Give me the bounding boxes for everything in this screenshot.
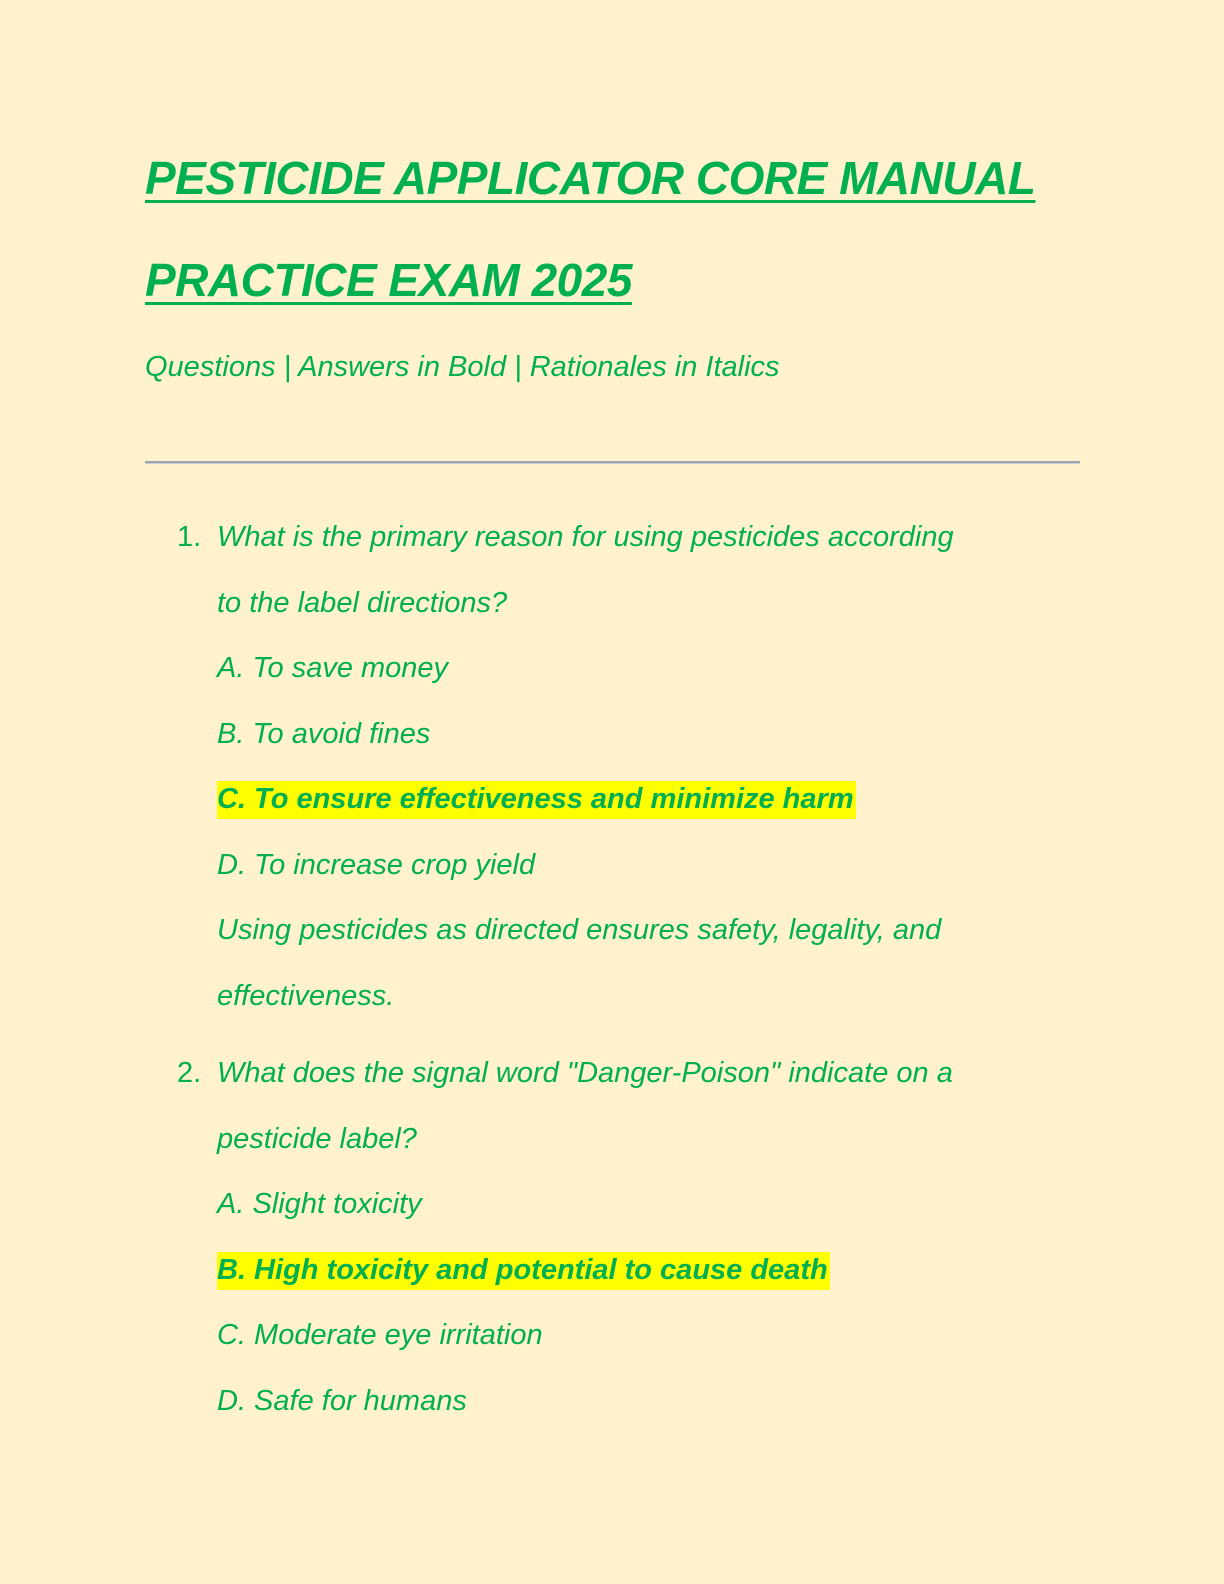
- correct-answer-highlight: C. To ensure effectiveness and minimize harm: [217, 781, 856, 819]
- document-subtitle: Questions | Answers in Bold | Rationales in Italics: [145, 351, 780, 383]
- answer-option-b: B. To avoid fines: [217, 717, 431, 750]
- answer-option-d: D. To increase crop yield: [217, 848, 536, 881]
- document-title-line-2: PRACTICE EXAM 2025: [145, 254, 632, 306]
- answer-option-a: A. Slight toxicity: [217, 1188, 422, 1220]
- question-2: [145, 1041, 1080, 1434]
- document-title-line-1: PESTICIDE APPLICATOR CORE MANUAL: [145, 152, 1036, 204]
- rationale-text-line: Using pesticides as directed ensures safety, legality, and: [217, 914, 942, 946]
- horizontal-divider: [145, 461, 1080, 463]
- question-text-line: What is the primary reason for using pesticides according: [217, 521, 954, 553]
- answer-option-c-correct: [217, 767, 1080, 833]
- answer-option-a: A. To save money: [217, 652, 449, 684]
- answer-option-b-correct: [217, 1238, 1080, 1304]
- question-text-line: What does the signal word "Danger-Poison" indicate on a: [217, 1057, 953, 1089]
- question-text-line: pesticide label?: [217, 1122, 417, 1155]
- question-list: [145, 505, 1080, 1434]
- question-number: 1.: [177, 521, 202, 553]
- correct-answer-highlight: B. High toxicity and potential to cause death: [217, 1252, 830, 1290]
- rationale-text-line: effectiveness.: [217, 979, 395, 1012]
- question-number: 2.: [177, 1057, 202, 1089]
- question-1: [145, 505, 1080, 1029]
- question-text-line: to the label directions?: [217, 586, 508, 619]
- answer-option-c: C. Moderate eye irritation: [217, 1319, 543, 1351]
- answer-option-d: D. Safe for humans: [217, 1384, 467, 1417]
